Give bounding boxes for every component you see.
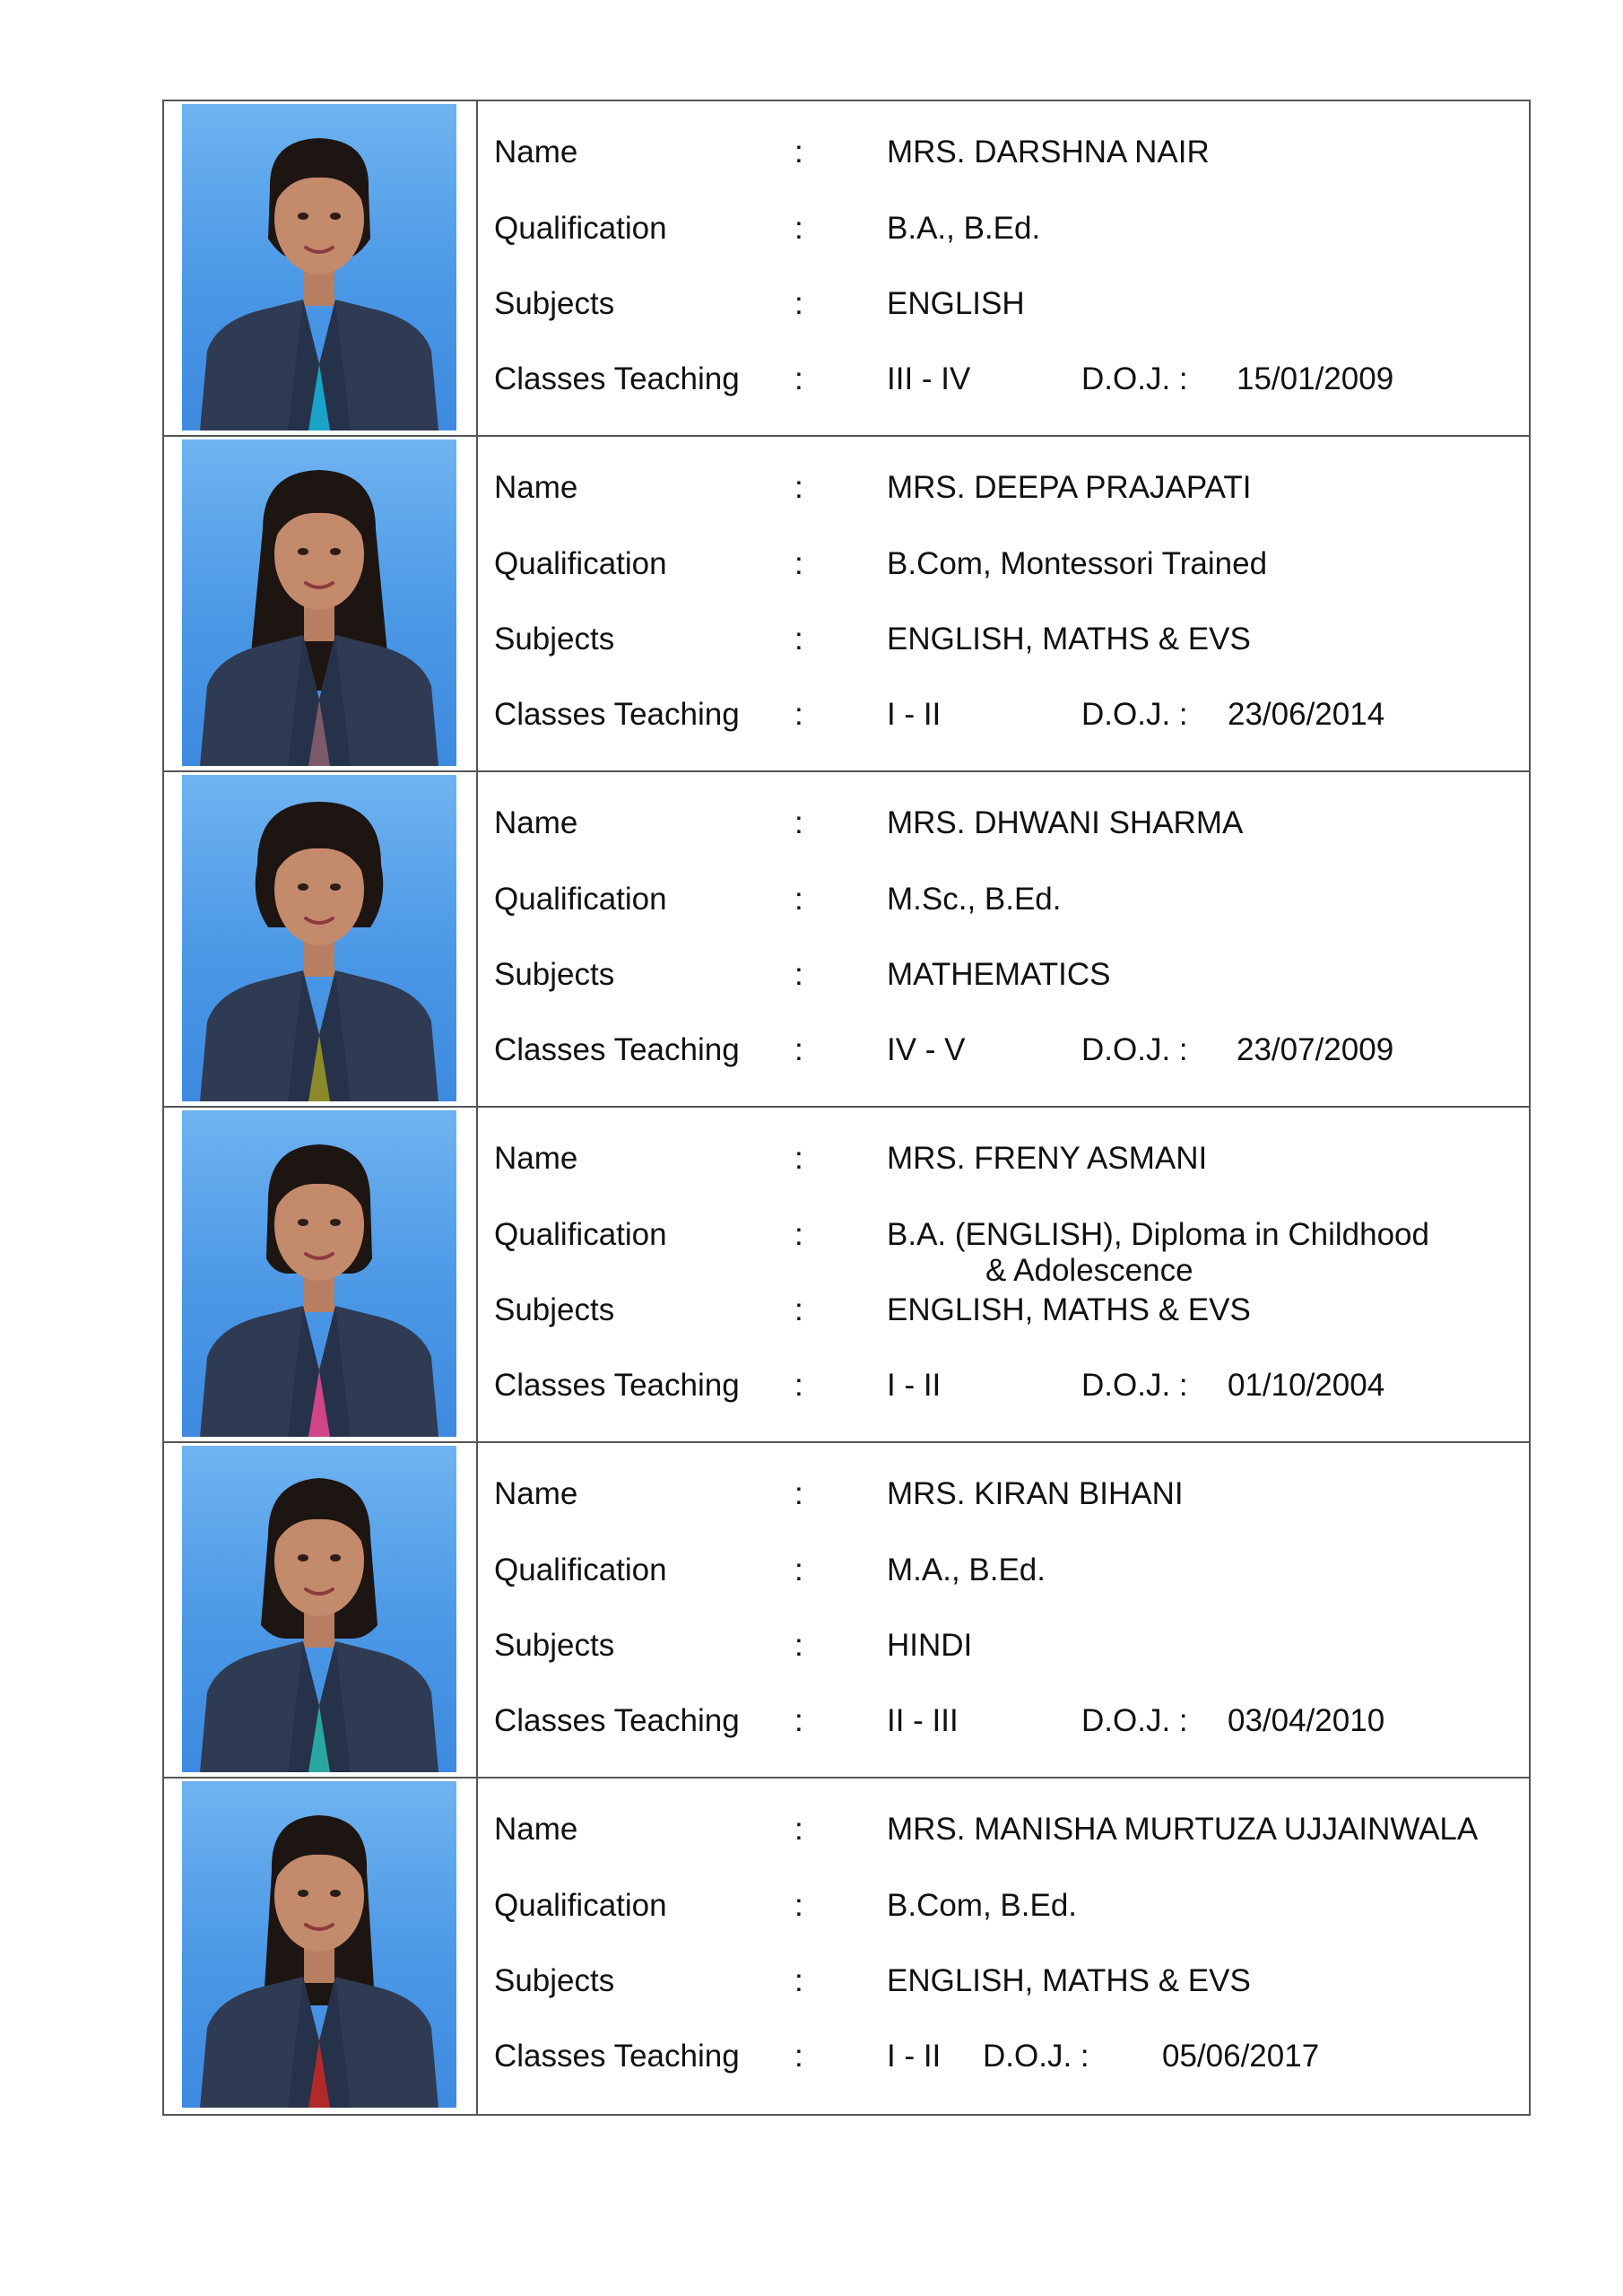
- teacher-classes: I - II: [887, 697, 942, 732]
- teacher-classes: I - II: [887, 1368, 942, 1403]
- teacher-name: MRS. MANISHA MURTUZA UJJAINWALA: [887, 1812, 1479, 1847]
- teacher-row: [164, 101, 1529, 437]
- qualification-label: Qualification: [494, 1552, 667, 1587]
- subjects-label: Subjects: [494, 286, 615, 321]
- subjects-label: Subjects: [494, 622, 615, 657]
- teacher-classes: I - II: [887, 2039, 942, 2074]
- colon: :: [794, 1292, 803, 1327]
- teacher-doj: 15/01/2009: [1237, 361, 1394, 396]
- teacher-subjects: ENGLISH, MATHS & EVS: [887, 1963, 1251, 1998]
- teacher-qualification: B.A. (ENGLISH), Diploma in Childhood: [887, 1217, 1429, 1252]
- portrait-illustration: [182, 1446, 456, 1772]
- colon: :: [794, 211, 803, 246]
- photo-cell: [164, 1443, 478, 1777]
- portrait-illustration: [182, 439, 456, 766]
- portrait-illustration: [182, 775, 456, 1101]
- doj-label: D.O.J. :: [1081, 1703, 1188, 1738]
- teacher-photo: [182, 1781, 456, 2108]
- qualification-label: Qualification: [494, 882, 667, 917]
- classes-label: Classes Teaching: [494, 1703, 740, 1738]
- classes-label: Classes Teaching: [494, 697, 740, 732]
- teacher-doj: 03/04/2010: [1228, 1703, 1385, 1738]
- subjects-line: [494, 1292, 1529, 1328]
- subjects-label: Subjects: [494, 1292, 615, 1327]
- portrait-illustration: [182, 1781, 456, 2108]
- teacher-row: [164, 1108, 1529, 1443]
- colon: :: [794, 1141, 803, 1176]
- teacher-name: MRS. DHWANI SHARMA: [887, 805, 1244, 840]
- photo-cell: [164, 1108, 478, 1441]
- classes-line: [494, 1032, 1529, 1068]
- doj-label: D.O.J. :: [983, 2039, 1089, 2074]
- qualification-continuation: [494, 918, 1529, 953]
- qualification-line: [494, 1217, 1529, 1253]
- teacher-classes: IV - V: [887, 1032, 966, 1067]
- teacher-subjects: MATHEMATICS: [887, 957, 1111, 992]
- teacher-doj: 23/07/2009: [1237, 1032, 1394, 1067]
- teacher-subjects: ENGLISH, MATHS & EVS: [887, 1292, 1251, 1327]
- teacher-name: MRS. FRENY ASMANI: [887, 1141, 1208, 1176]
- doj-label: D.O.J. :: [1081, 697, 1188, 732]
- classes-line: [494, 1703, 1529, 1739]
- doj-label: D.O.J. :: [1081, 1032, 1188, 1067]
- colon: :: [794, 135, 803, 170]
- colon: :: [794, 361, 803, 396]
- teacher-doj: 23/06/2014: [1228, 697, 1385, 732]
- colon: :: [794, 546, 803, 581]
- teacher-qualification: M.A., B.Ed.: [887, 1552, 1046, 1587]
- name-label: Name: [494, 1476, 578, 1511]
- colon: :: [794, 1368, 803, 1403]
- name-label: Name: [494, 470, 578, 505]
- subjects-line: [494, 1628, 1529, 1664]
- colon: :: [794, 2039, 803, 2074]
- qualification-continuation: [494, 582, 1529, 618]
- subjects-label: Subjects: [494, 957, 615, 992]
- teacher-row: [164, 772, 1529, 1108]
- colon: :: [794, 805, 803, 840]
- teacher-name: MRS. DEEPA PRAJAPATI: [887, 470, 1252, 505]
- qualification-continuation: [494, 1253, 1529, 1289]
- teacher-subjects: ENGLISH, MATHS & EVS: [887, 622, 1251, 657]
- classes-label: Classes Teaching: [494, 2039, 740, 2074]
- colon: :: [794, 1217, 803, 1252]
- teacher-photo: [182, 1446, 456, 1772]
- portrait-illustration: [182, 1110, 456, 1437]
- teacher-details: [478, 1779, 1529, 2114]
- teacher-name: MRS. DARSHNA NAIR: [887, 135, 1210, 170]
- qualification-label: Qualification: [494, 1217, 667, 1252]
- colon: :: [794, 470, 803, 505]
- classes-label: Classes Teaching: [494, 361, 740, 396]
- name-line: [494, 805, 1529, 841]
- photo-cell: [164, 101, 478, 435]
- name-label: Name: [494, 1141, 578, 1176]
- staff-table: [162, 100, 1531, 2116]
- qualification-continuation: [494, 1924, 1529, 1960]
- qualification-line: [494, 882, 1529, 918]
- qualification-line: [494, 1888, 1529, 1924]
- classes-label: Classes Teaching: [494, 1032, 740, 1067]
- qualification-label: Qualification: [494, 211, 667, 246]
- qualification-label: Qualification: [494, 546, 667, 581]
- colon: :: [794, 622, 803, 657]
- name-line: [494, 1476, 1529, 1512]
- colon: :: [794, 882, 803, 917]
- teacher-details: [478, 437, 1529, 770]
- name-line: [494, 135, 1529, 170]
- teacher-classes: III - IV: [887, 361, 971, 396]
- classes-line: [494, 2039, 1529, 2074]
- photo-cell: [164, 437, 478, 770]
- teacher-qualification: B.A., B.Ed.: [887, 211, 1041, 246]
- teacher-photo: [182, 775, 456, 1101]
- qualification-line: [494, 546, 1529, 582]
- doj-label: D.O.J. :: [1081, 361, 1188, 396]
- colon: :: [794, 957, 803, 992]
- doj-label: D.O.J. :: [1081, 1368, 1188, 1403]
- subjects-line: [494, 622, 1529, 657]
- teacher-photo: [182, 439, 456, 766]
- portrait-illustration: [182, 104, 456, 430]
- teacher-doj: 05/06/2017: [1162, 2039, 1320, 2074]
- subjects-line: [494, 957, 1529, 993]
- classes-line: [494, 1368, 1529, 1404]
- teacher-details: [478, 101, 1529, 435]
- name-label: Name: [494, 135, 578, 170]
- colon: :: [794, 1476, 803, 1511]
- qualification-line: [494, 211, 1529, 247]
- teacher-qualification: B.Com, Montessori Trained: [887, 546, 1268, 581]
- teacher-details: [478, 1108, 1529, 1441]
- colon: :: [794, 1032, 803, 1067]
- qualification-label: Qualification: [494, 1888, 667, 1923]
- colon: :: [794, 1963, 803, 1998]
- teacher-photo: [182, 1110, 456, 1437]
- subjects-label: Subjects: [494, 1628, 615, 1663]
- teacher-photo: [182, 104, 456, 430]
- name-line: [494, 1812, 1529, 1848]
- classes-line: [494, 361, 1529, 397]
- name-label: Name: [494, 1812, 578, 1847]
- teacher-details: [478, 1443, 1529, 1777]
- colon: :: [794, 1628, 803, 1663]
- subjects-line: [494, 286, 1529, 322]
- colon: :: [794, 286, 803, 321]
- teacher-name: MRS. KIRAN BIHANI: [887, 1476, 1184, 1511]
- teacher-doj: 01/10/2004: [1228, 1368, 1385, 1403]
- teacher-qualification: M.Sc., B.Ed.: [887, 882, 1062, 917]
- colon: :: [794, 1812, 803, 1847]
- subjects-line: [494, 1963, 1529, 1999]
- colon: :: [794, 1888, 803, 1923]
- teacher-details: [478, 772, 1529, 1106]
- classes-label: Classes Teaching: [494, 1368, 740, 1403]
- teacher-qualification: B.Com, B.Ed.: [887, 1888, 1078, 1923]
- name-line: [494, 1141, 1529, 1177]
- colon: :: [794, 1703, 803, 1738]
- photo-cell: [164, 772, 478, 1106]
- colon: :: [794, 1552, 803, 1587]
- teacher-subjects: HINDI: [887, 1628, 973, 1663]
- name-line: [494, 470, 1529, 506]
- teacher-row: [164, 1443, 1529, 1779]
- teacher-subjects: ENGLISH: [887, 286, 1025, 321]
- classes-line: [494, 697, 1529, 733]
- teacher-qualification-cont: & Adolescence: [985, 1253, 1193, 1288]
- qualification-continuation: [494, 1588, 1529, 1624]
- colon: :: [794, 697, 803, 732]
- subjects-label: Subjects: [494, 1963, 615, 1998]
- name-label: Name: [494, 805, 578, 840]
- teacher-row: [164, 437, 1529, 772]
- qualification-continuation: [494, 247, 1529, 283]
- teacher-row: [164, 1779, 1529, 2114]
- qualification-line: [494, 1552, 1529, 1588]
- teacher-classes: II - III: [887, 1703, 959, 1738]
- photo-cell: [164, 1779, 478, 2114]
